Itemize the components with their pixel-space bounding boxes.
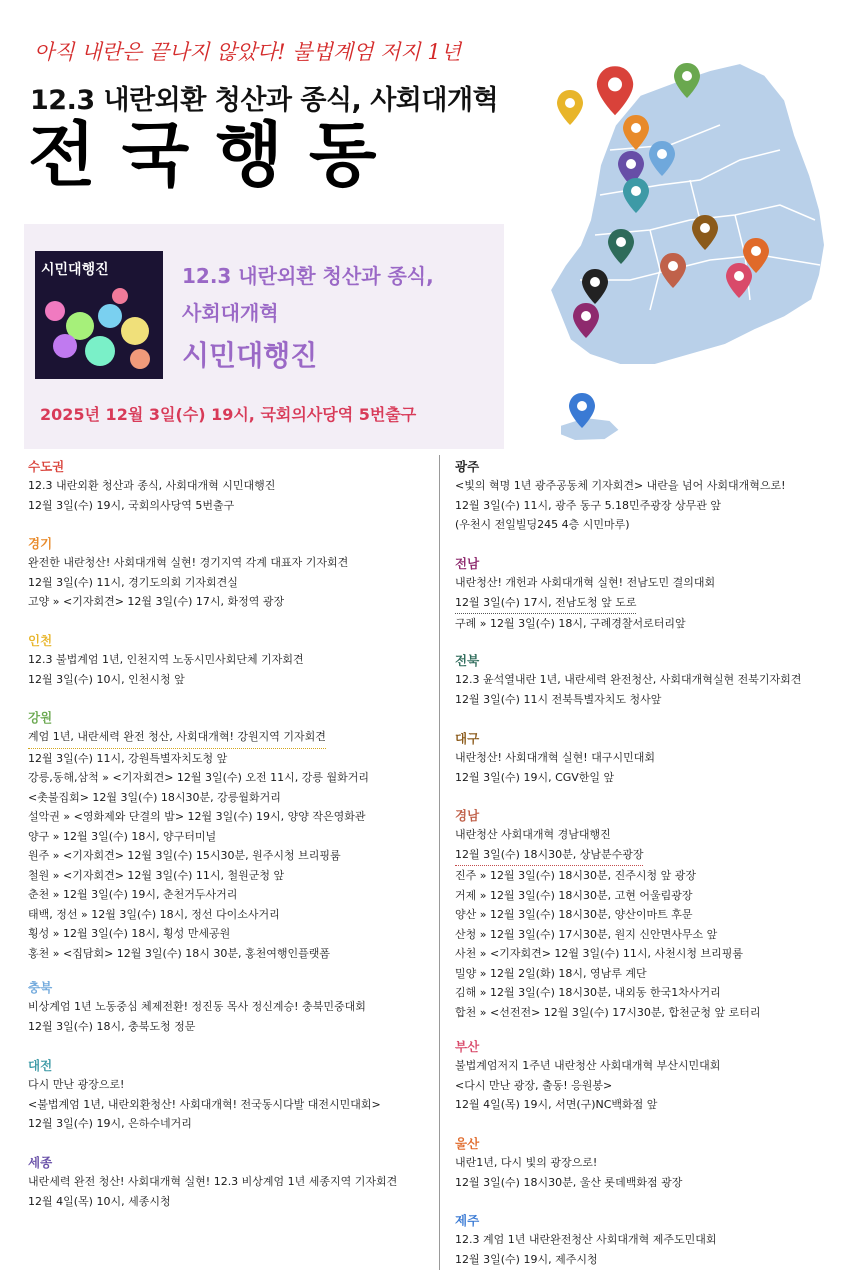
region-name: 경기 [28,536,53,551]
region-sejong [28,1154,397,1211]
region-incheon [28,632,304,689]
event-poster [35,251,163,379]
event-line: 고양 » <기자회견> 12월 3일(수) 17시, 화정역 광장 [28,595,285,608]
column-divider [439,455,440,1270]
event-line: 거제 » 12월 3일(수) 18시30분, 고현 어울림광장 [455,888,693,902]
promo-date: 2025년 12월 3일(수) 19시, 국회의사당역 5번출구 [40,405,417,424]
tagline: 아직 내란은 끝나지 않았다! 불법계엄 저지 1년 [34,40,461,64]
event-line: 밀양 » 12월 2일(화) 18시, 영남루 계단 [455,966,647,980]
event-line: 춘천 » 12월 3일(수) 19시, 춘천거두사거리 [28,888,238,901]
region-name: 세종 [28,1155,53,1170]
region-chungbuk [28,979,366,1036]
event-line: 사천 » <기자회견> 12월 3일(수) 11시, 사천시청 브리핑룸 [455,947,743,960]
subtitle: 12.3 내란외환 청산과 종식, 사회대개혁 [30,85,499,116]
region-name: 광주 [455,459,480,474]
event-line: <빛의 혁명 1년 광주공동체 기자회견> 내란을 넘어 사회대개혁으로! [455,479,786,492]
pin-seoul [597,66,633,115]
event-line: 계엄 1년, 내란세력 완전 청산, 사회대개혁! 강원지역 기자회견 [28,727,326,749]
event-line: <다시 만난 광장, 출동! 응원봉> [455,1078,613,1092]
poster-art [35,251,163,379]
jeju-island [560,417,620,441]
region-gyeonggi [28,535,348,612]
region-gyeongnam [455,807,760,1022]
event-line: 12월 3일(수) 18시30분, 상남분수광장 [455,845,643,867]
event-line: 철원 » <기자회견> 12월 3일(수) 11시, 철원군청 앞 [28,868,285,882]
event-line: 진주 » 12월 3일(수) 18시30분, 진주시청 앞 광장 [455,869,697,882]
event-line: 12.3 윤석열내란 1년, 내란세력 완전청산, 사회대개혁실현 전북기자회견 [455,673,802,686]
event-line: 12월 3일(수) 19시, 국회의사당역 5번출구 [28,498,235,512]
event-line: 내란청산! 사회대개혁 실현! 대구시민대회 [455,751,655,764]
event-line: 다시 만난 광장으로! [28,1078,125,1091]
event-line: 내란1년, 다시 빛의 광장으로! [455,1156,598,1169]
region-name: 인천 [28,633,53,648]
region-name: 경남 [455,808,480,823]
event-line: 양구 » 12월 3일(수) 18시, 양구터미널 [28,829,217,843]
event-line: 12월 3일(수) 17시, 전남도청 앞 도로 [455,593,636,615]
event-line: 12월 3일(수) 19시, 제주시청 [455,1252,598,1266]
event-line: 12월 3일(수) 11시, 강원특별자치도청 앞 [28,751,228,765]
event-line: 양산 » 12월 3일(수) 18시30분, 양산이마트 후문 [455,908,693,921]
poster-title: 시민대행진 [41,262,109,278]
region-gwangju [455,458,786,535]
region-busan [455,1038,720,1115]
event-line: 산청 » 12월 3일(수) 17시30분, 원지 신안면사무소 앞 [455,927,718,941]
region-name: 수도권 [28,459,65,474]
event-line: 구례 » 12월 3일(수) 18시, 구례경찰서로터리앞 [455,617,686,630]
event-line: 내란청산! 개헌과 사회대개혁 실현! 전남도민 결의대회 [455,576,716,589]
region-daegu [455,730,655,787]
region-name: 대구 [455,731,480,746]
pin-gyeonggi [557,90,583,125]
main-title: 전국행동 [28,114,403,196]
event-line: 내란청산 사회대개혁 경남대행진 [455,828,611,841]
region-name: 울산 [455,1136,480,1151]
event-line: 12월 3일(수) 10시, 인천시청 앞 [28,672,185,686]
promo-line-2: 사회대개혁 [182,301,279,325]
region-name: 전북 [455,653,480,668]
region-name: 강원 [28,710,53,725]
region-ulsan [455,1135,682,1192]
region-daejeon [28,1057,381,1134]
event-line: 12월 4일(목) 10시, 세종시청 [28,1194,171,1208]
event-line: 홍천 » <집담회> 12월 3일(수) 18시 30분, 홍천여행인플랫폼 [28,946,330,960]
region-name: 부산 [455,1039,480,1054]
event-line: 12월 3일(수) 19시, 은하수네거리 [28,1117,192,1130]
region-sudo [28,458,275,515]
event-line: 12.3 내란외환 청산과 종식, 사회대개혁 시민대행진 [28,479,276,492]
region-name: 대전 [28,1058,53,1073]
promo-banner [24,224,504,449]
event-line: (우천시 전일빌딩245 4층 시민마루) [455,518,630,531]
event-line: 12월 3일(수) 11시 전북특별자치도 청사앞 [455,692,662,706]
event-line: <촛불집회> 12월 3일(수) 18시30분, 강릉월화거리 [28,790,281,804]
event-line: 강릉,동해,삼척 » <기자회견> 12월 3일(수) 오전 11시, 강릉 월화거리 [28,771,369,784]
region-name: 전남 [455,556,480,571]
event-line: 12.3 계엄 1년 내란완전청산 사회대개혁 제주도민대회 [455,1233,717,1246]
event-line: 합천 » <선전전> 12월 3일(수) 17시30분, 합천군청 앞 로터리 [455,1005,761,1019]
promo-event-name: 시민대행진 [182,339,318,372]
event-line: 완전한 내란청산! 사회대개혁 실현! 경기지역 각계 대표자 기자회견 [28,556,349,569]
promo-line-1: 12.3 내란외환 청산과 종식, [182,264,434,288]
event-line: 12월 4일(목) 19시, 서면(구)NC백화점 앞 [455,1098,658,1111]
region-gangwon [28,709,369,963]
event-line: 12월 3일(수) 11시, 광주 동구 5.18민주광장 상무관 앞 [455,498,722,512]
event-line: 김해 » 12월 3일(수) 18시30분, 내외동 한국1차사거리 [455,986,721,999]
event-line: 원주 » <기자회견> 12월 3일(수) 15시30분, 원주시청 브리핑룸 [28,849,341,862]
event-line: 횡성 » 12월 3일(수) 18시, 횡성 만세공원 [28,927,231,940]
event-line: 12월 3일(수) 18시30분, 울산 롯데백화점 광장 [455,1175,683,1189]
event-line: 12월 3일(수) 11시, 경기도의회 기자회견실 [28,575,238,589]
event-line: 설악권 » <영화제와 단결의 밤> 12월 3일(수) 19시, 양양 작은영화관 [28,810,366,823]
region-jeju [455,1212,717,1269]
region-name: 제주 [455,1213,480,1228]
region-jeonnam [455,555,715,634]
event-line: 12월 3일(수) 19시, CGV한일 앞 [455,770,615,784]
event-line: 내란세력 완전 청산! 사회대개혁 실현! 12.3 비상계엄 1년 세종지역 기자회견 [28,1175,398,1188]
korea-map [520,55,840,455]
region-jeonbuk [455,652,801,709]
event-line: 12월 3일(수) 18시, 충북도청 정문 [28,1019,196,1033]
event-line: <불법계엄 1년, 내란외환청산! 사회대개혁! 전국동시다발 대전시민대회> [28,1097,381,1111]
event-line: 불법계엄저지 1주년 내란청산 사회대개혁 부산시민대회 [455,1059,721,1072]
region-name: 충북 [28,980,53,995]
event-line: 12.3 불법계엄 1년, 인천지역 노동시민사회단체 기자회견 [28,653,304,666]
event-line: 태백, 정선 » 12월 3일(수) 18시, 정선 다이소사거리 [28,907,280,921]
event-line: 비상계엄 1년 노동중심 체제전환! 정진동 목사 정신계승! 충북민중대회 [28,1000,366,1013]
